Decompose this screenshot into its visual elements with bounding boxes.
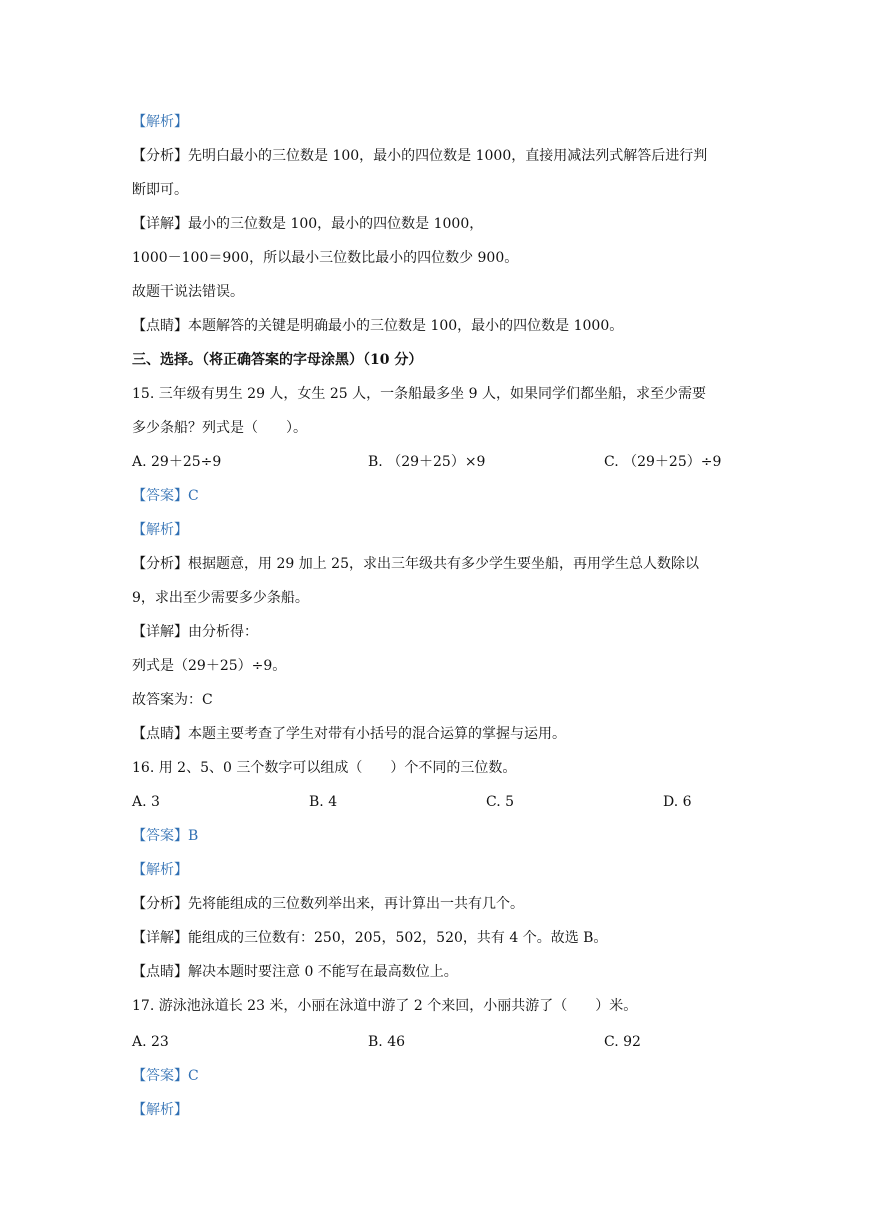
q15-option-b: B. （29＋25）×9 [368, 454, 486, 470]
remark-14: 【点睛】本题解答的关键是明确最小的三位数是 100，最小的四位数是 1000。 [132, 318, 624, 334]
q16-option-d: D. 6 [663, 794, 692, 810]
q17-option-b: B. 46 [368, 1034, 406, 1050]
q16-option-a: A. 3 [132, 794, 160, 810]
answer-17: 【答案】C [132, 1068, 199, 1084]
q16-option-c: C. 5 [486, 794, 515, 810]
question-15-line1: 15. 三年级有男生 29 人，女生 25 人，一条船最多坐 9 人，如果同学们都坐船，求至少需要 [132, 386, 706, 402]
analysis-tag-16: 【解析】 [132, 862, 188, 878]
conclusion-15: 故答案为：C [132, 692, 213, 708]
question-17: 17. 游泳池泳道长 23 米，小丽在泳道中游了 2 个来回，小丽共游了（ ）米。 [132, 998, 638, 1014]
remark-15: 【点睛】本题主要考查了学生对带有小括号的混合运算的掌握与运用。 [132, 726, 566, 742]
detail-line-16: 【详解】能组成的三位数有：250，205，502，520，共有 4 个。故选 B。 [132, 930, 608, 946]
answer-15: 【答案】C [132, 488, 199, 504]
analysis-line-16: 【分析】先将能组成的三位数列举出来，再计算出一共有几个。 [132, 896, 524, 912]
remark-16: 【点睛】解决本题时要注意 0 不能写在最高数位上。 [132, 964, 458, 980]
q15-option-a: A. 29＋25÷9 [132, 454, 222, 470]
analysis-line-14b: 断即可。 [132, 182, 188, 198]
q17-option-c: C. 92 [604, 1034, 641, 1050]
analysis-line-15a: 【分析】根据题意，用 29 加上 25，求出三年级共有多少学生要坐船，再用学生总人数除以 [132, 556, 699, 572]
analysis-tag-14: 【解析】 [132, 114, 188, 130]
conclusion-14: 故题干说法错误。 [132, 284, 244, 300]
question-16: 16. 用 2、5、0 三个数字可以组成（ ）个不同的三位数。 [132, 760, 517, 776]
q17-option-a: A. 23 [132, 1034, 169, 1050]
answer-16: 【答案】B [132, 828, 199, 844]
question-15-line2: 多少条船？列式是（ ）。 [132, 420, 307, 436]
detail-line-14a: 【详解】最小的三位数是 100，最小的四位数是 1000， [132, 216, 484, 232]
q16-option-b: B. 4 [309, 794, 338, 810]
analysis-line-15b: 9，求出至少需要多少条船。 [132, 590, 309, 606]
q15-option-c: C. （29＋25）÷9 [604, 454, 722, 470]
analysis-line-14a: 【分析】先明白最小的三位数是 100，最小的四位数是 1000，直接用减法列式解答后进行判 [132, 148, 708, 164]
section-heading: 三、选择。（将正确答案的字母涂黑）（10 分） [132, 352, 423, 368]
analysis-tag-17: 【解析】 [132, 1102, 188, 1118]
detail-line-15b: 列式是（29＋25）÷9。 [132, 658, 287, 674]
detail-line-15a: 【详解】由分析得： [132, 624, 258, 640]
detail-line-14b: 1000－100＝900，所以最小三位数比最小的四位数少 900。 [132, 250, 519, 266]
analysis-tag-15: 【解析】 [132, 522, 188, 538]
